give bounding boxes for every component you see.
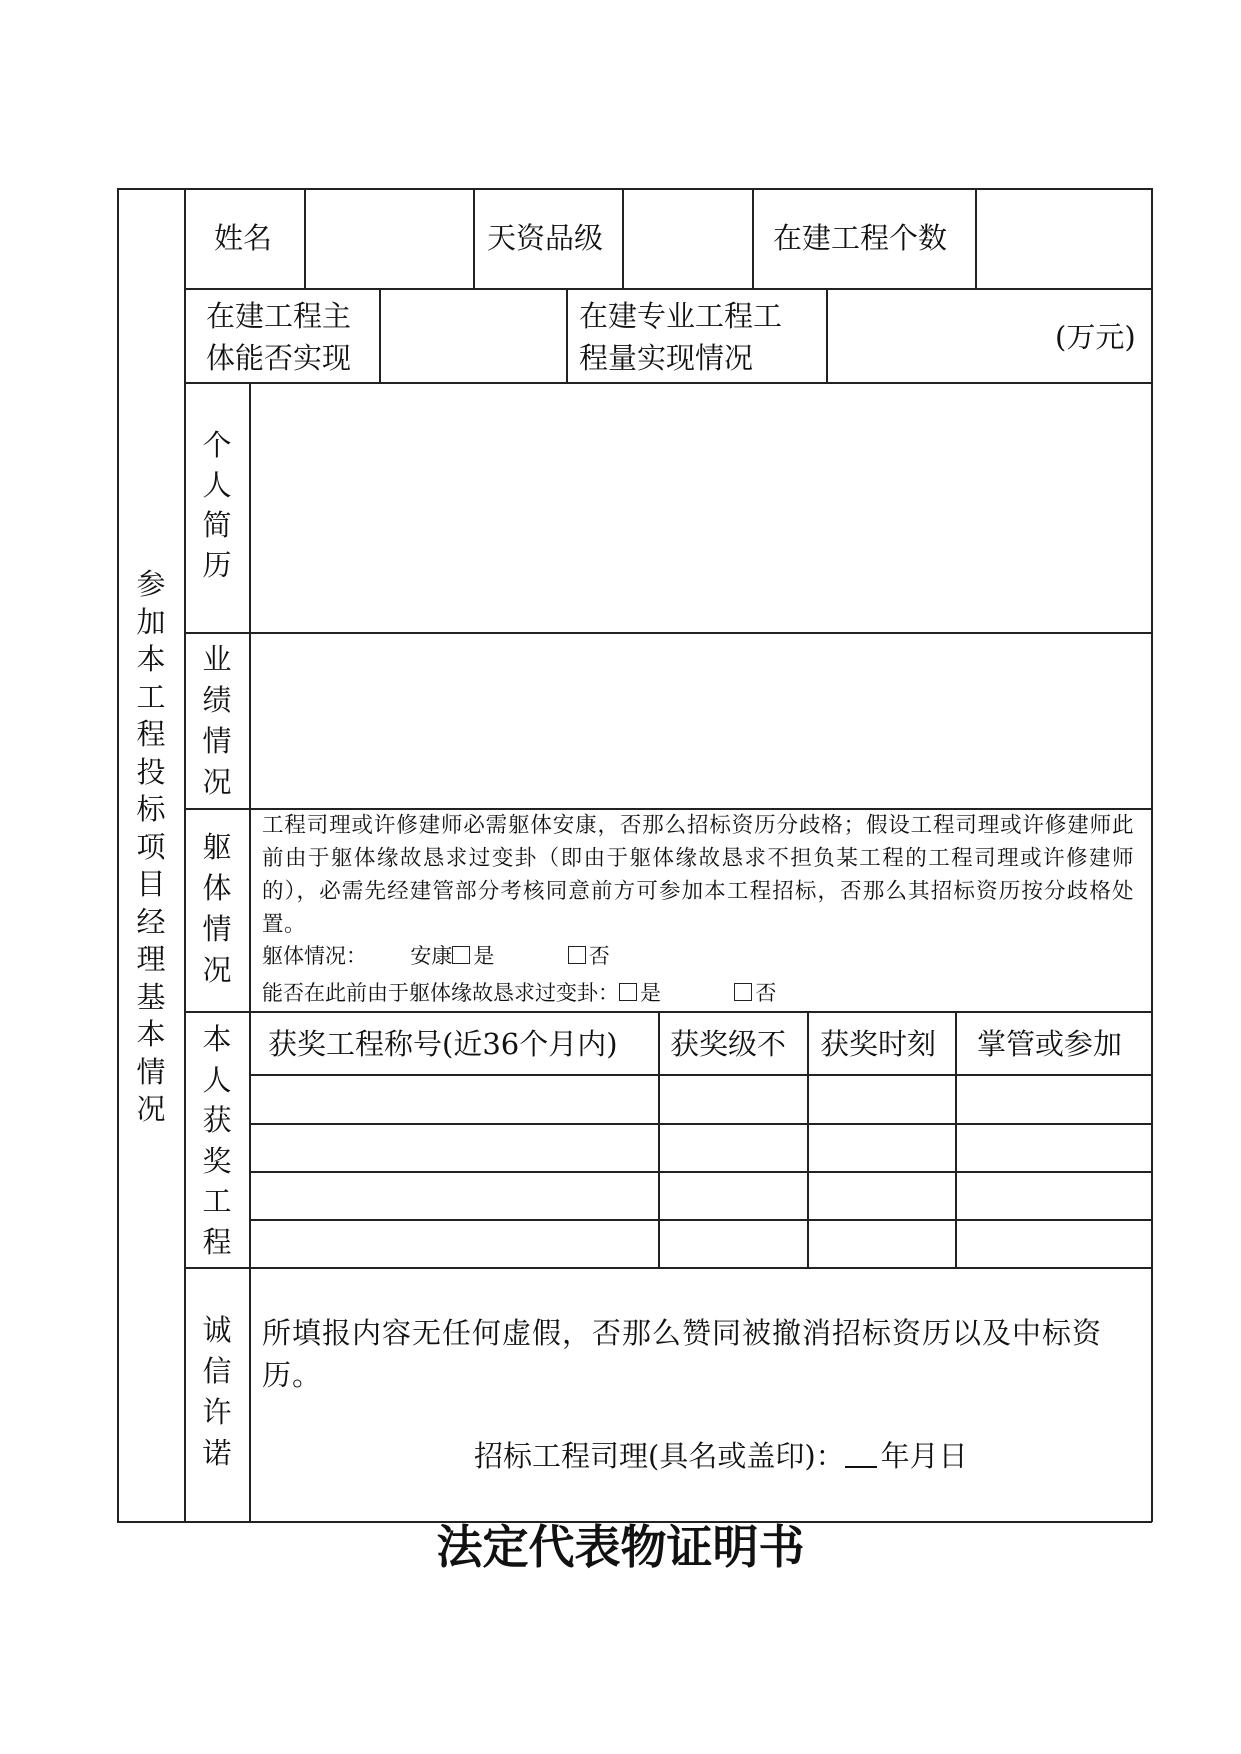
integrity-statement: 所填报内容无任何虚假，否那么赞同被撤消招标资历以及中标资历。: [262, 1316, 1103, 1392]
signature-row: [474, 1439, 968, 1473]
label-char: 加: [136, 604, 166, 639]
divider: [752, 188, 754, 288]
label-char: 工: [202, 1184, 232, 1218]
main-body-label-line1: 在建工程主: [206, 299, 352, 333]
label-char: 本: [136, 1017, 166, 1051]
divider: [184, 382, 1152, 384]
label-char: 人: [202, 1062, 232, 1097]
unit-label: (万元): [1055, 320, 1136, 354]
name-label: 姓名: [214, 221, 273, 255]
divider: [304, 188, 306, 288]
table-border-top: [117, 188, 1152, 190]
divider: [249, 382, 251, 1522]
awards-col-role: 掌管或参加: [977, 1027, 1123, 1061]
label-char: 简: [202, 508, 232, 542]
label-char: 标: [136, 792, 166, 826]
resume-label: [200, 428, 234, 582]
healthy-yes-checkbox[interactable]: [452, 946, 470, 964]
label-char: 目: [136, 867, 166, 901]
healthy-label: 安康: [410, 944, 453, 968]
label-char: 情: [202, 724, 232, 758]
divider: [249, 1219, 1152, 1221]
divider: [473, 188, 475, 288]
qualification-label: 天资品级: [487, 221, 604, 255]
divider: [566, 288, 568, 382]
health-status-label: 躯体情况：: [262, 944, 367, 968]
divider: [622, 188, 624, 288]
label-char: 信: [202, 1354, 232, 1388]
label-char: 程: [202, 1224, 232, 1259]
label-char: 历: [202, 548, 232, 582]
health-label: [200, 830, 234, 987]
health-notice: 工程司理或许修建师必需躯体安康，否那么招标资历分歧格；假设工程司理或许修建师此前由于躯体缘故恳求过变卦（即由于躯体缘故恳求不担负某工程的工程司理或许修建师的），必需先经建管部分考核同意前方可参加本工程招标，否那么其招标资历按分歧格处置。: [262, 813, 1134, 937]
change-yes-label: 是: [640, 981, 661, 1005]
label-char: 理: [136, 942, 166, 976]
performance-label: [200, 642, 234, 799]
label-char: 况: [202, 765, 232, 799]
change-yes-checkbox[interactable]: [619, 983, 637, 1001]
health-change-question: 能否在此前由于躯体缘故恳求过变卦：: [262, 981, 619, 1005]
divider: [975, 188, 977, 288]
label-char: 情: [136, 1054, 166, 1089]
divider: [955, 1011, 957, 1267]
divider: [184, 288, 1152, 290]
label-char: 基: [136, 979, 166, 1014]
label-char: 业: [202, 642, 232, 676]
outer-section-label: [134, 567, 168, 1126]
label-char: 程: [136, 717, 166, 751]
date-label: 年月日: [880, 1439, 968, 1473]
awards-label: [200, 1022, 234, 1259]
label-char: 奖: [202, 1143, 232, 1178]
label-char: 绩: [202, 683, 232, 717]
table-border-right: [1151, 188, 1153, 1522]
integrity-label: [200, 1313, 234, 1470]
signature-blank[interactable]: [845, 1444, 877, 1468]
label-char: 经: [136, 904, 166, 939]
divider: [249, 1074, 1152, 1076]
label-char: 情: [202, 912, 232, 946]
divider: [379, 288, 381, 382]
label-char: 个: [202, 428, 232, 462]
label-char: 获: [202, 1103, 232, 1137]
specialty-label-line1: 在建专业工程工: [579, 299, 783, 333]
awards-col-level: 获奖级不: [670, 1027, 787, 1061]
specialty-label-line2: 程量实现情况: [579, 341, 754, 375]
label-char: 项: [136, 829, 166, 864]
divider: [249, 1123, 1152, 1125]
projects-in-progress-label: 在建工程个数: [773, 221, 948, 255]
label-char: 诚: [202, 1313, 232, 1347]
healthy-no-checkbox[interactable]: [568, 946, 586, 964]
signature-label: 招标工程司理(具名或盖印)：: [474, 1439, 845, 1473]
divider: [184, 188, 186, 1522]
label-char: 人: [202, 468, 232, 502]
awards-col-time: 获奖时刻: [820, 1027, 937, 1061]
label-char: 体: [202, 871, 232, 905]
divider: [249, 1171, 1152, 1173]
label-char: 况: [202, 953, 232, 987]
health-status-row: [262, 946, 610, 967]
label-char: 工: [136, 679, 166, 714]
label-char: 诺: [202, 1436, 232, 1470]
healthy-no-label: 否: [588, 944, 610, 968]
label-char: 本: [202, 1022, 232, 1056]
label-char: 本: [136, 642, 166, 676]
table-border-left: [117, 188, 119, 1522]
label-char: 投: [136, 754, 166, 789]
label-char: 参: [136, 567, 166, 601]
main-body-label-line2: 体能否实现: [206, 341, 352, 375]
label-char: 许: [202, 1395, 232, 1429]
divider: [184, 1267, 1152, 1269]
label-char: 躯: [202, 830, 232, 864]
divider: [184, 1011, 1152, 1013]
divider: [826, 288, 828, 382]
change-no-checkbox[interactable]: [734, 983, 752, 1001]
awards-col-project: 获奖工程称号(近36个月内): [268, 1027, 618, 1061]
divider: [658, 1011, 660, 1267]
next-section-title: 法定代表物证明书: [436, 1520, 805, 1574]
healthy-yes-label: 是: [473, 944, 495, 968]
change-no-label: 否: [755, 981, 777, 1005]
divider: [184, 632, 1152, 634]
label-char: 况: [136, 1092, 166, 1126]
health-change-row: [262, 983, 776, 1004]
divider: [807, 1011, 809, 1267]
